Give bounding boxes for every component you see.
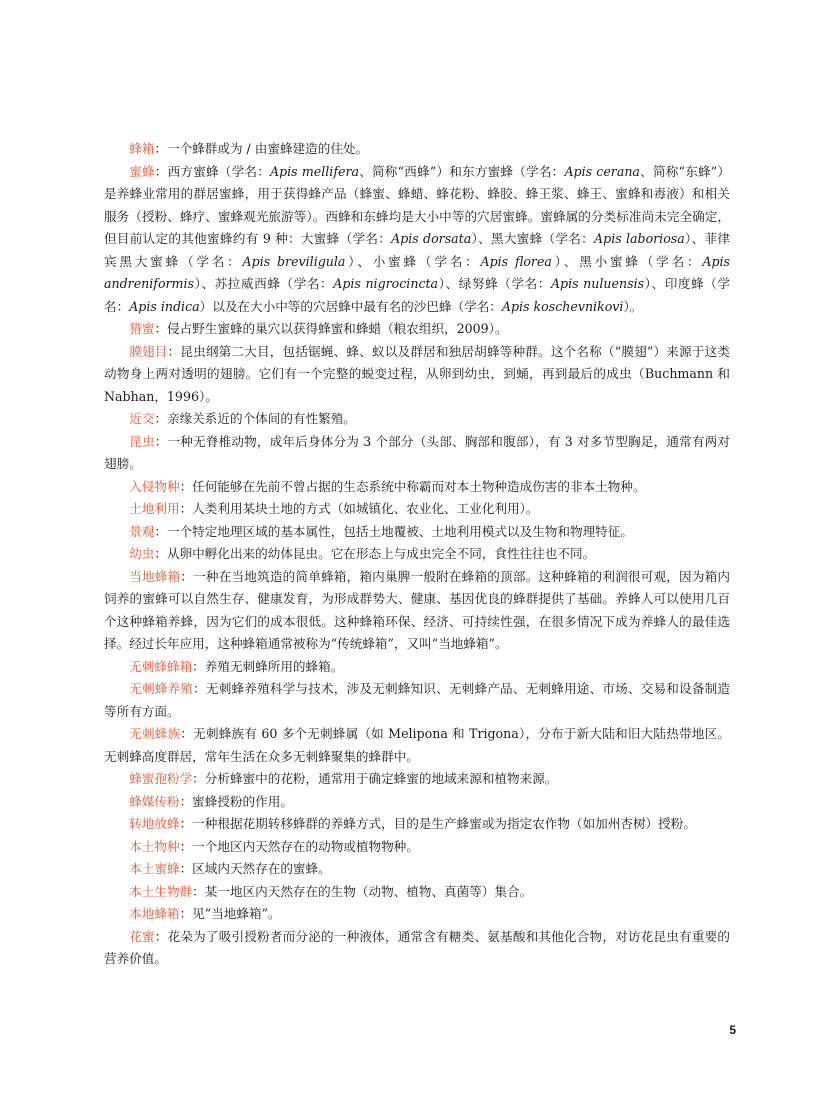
scientific-name: Apis dorsata — [391, 231, 472, 246]
definition-text: 一个特定地理区域的基本属性，包括土地覆被、土地利用模式以及生物和物理特征。 — [166, 523, 633, 539]
glossary-entry — [104, 903, 730, 926]
glossary-entry — [104, 566, 730, 656]
term-separator: ： — [179, 838, 193, 854]
glossary-entry — [104, 813, 730, 836]
definition-text: 一种在当地筑造的简单蜂箱，箱内巢脾一般附在蜂箱的顶部。这种蜂箱的利润很可观，因为箱内饲养的蜜蜂可以自然生存、健康发育，为形成群势大、健康、基因优良的蜂群提供了基础。养蜂人可以使用几百个这种蜂箱养蜂，因为它们的成本很低。这种蜂箱环保、经济、可持续性强，在很多情况下成为养蜂人的最佳选择。经过长年应用，这种蜂箱通常被称为“传统蜂箱”，又叫“当地蜂箱”。 — [104, 568, 731, 651]
glossary-entry — [104, 498, 730, 521]
term-separator: ： — [179, 906, 193, 921]
glossary-entry — [104, 408, 730, 431]
glossary-term: 昆虫 — [129, 433, 155, 449]
definition-text: 见“当地蜂箱”。 — [192, 906, 281, 921]
definition-text: 蜜蜂授粉的作用。 — [192, 793, 293, 809]
definition-text: ）、小蜜蜂（学名： — [345, 253, 481, 269]
definition-text: 侵占野生蜜蜂的巢穴以获得蜂蜜和蜂蜡（粮农组织，2009）。 — [166, 321, 508, 336]
glossary-term: 蜂媒传粉 — [129, 793, 180, 809]
definition-text: 某一地区内天然存在的生物（动物、植物、真菌等）集合。 — [204, 883, 533, 899]
glossary-entry — [104, 858, 730, 881]
glossary-term: 无刺蜂蜂箱 — [129, 658, 193, 674]
definition-text: 、简称“西蜂”）和东方蜜蜂（学名： — [358, 163, 565, 179]
term-separator: ： — [180, 568, 194, 584]
glossary-entry — [104, 926, 730, 971]
term-separator: ： — [179, 861, 193, 876]
glossary-term: 幼虫 — [129, 546, 155, 561]
glossary-term: 蜂蜜孢粉学 — [129, 771, 193, 786]
glossary-entry — [104, 836, 730, 859]
scientific-name: Apis laboriosa — [594, 231, 685, 246]
term-separator: ： — [180, 726, 194, 741]
term-separator: ： — [192, 883, 205, 899]
page-number: 5 — [729, 1023, 736, 1037]
term-separator: ： — [154, 433, 168, 449]
term-separator: ： — [179, 816, 193, 831]
definition-text: 区域内天然存在的蜜蜂。 — [192, 861, 331, 876]
definition-text: 亲缘关系近的个体间的有性繁殖。 — [166, 411, 356, 426]
glossary-entry — [104, 881, 730, 904]
definition-text: 一个蜂群或为 / 由蜜蜂建造的住处。 — [166, 141, 369, 156]
term-separator: ： — [154, 523, 167, 539]
term-separator: ： — [179, 478, 193, 494]
definition-text: 养殖无刺蜂所用的蜂箱。 — [204, 658, 344, 674]
term-separator: ： — [192, 658, 205, 674]
glossary-term: 膜翅目 — [129, 343, 168, 359]
glossary-term: 本土蜜蜂 — [129, 861, 180, 876]
definition-text: 一种无脊椎动物，成年后身体分为 3 个部分（头部、胸部和腹部），有 3 对多节型胸足，通常有两对翅膀。 — [104, 433, 731, 471]
term-separator: ： — [192, 771, 205, 786]
scientific-name: Apis cerana — [564, 163, 640, 179]
glossary-list — [104, 138, 730, 971]
glossary-entry — [104, 318, 730, 341]
definition-text: 无刺蜂养殖科学与技术，涉及无刺蜂知识、无刺蜂产品、无刺蜂用途、市场、交易和设备制造等所有方面。 — [104, 681, 731, 719]
definition-text: ）、黑小蜜蜂（学名： — [551, 253, 703, 269]
glossary-entry — [104, 656, 730, 679]
glossary-entry — [104, 678, 730, 723]
definition-text: 昆虫纲第二大目，包括锯蝇、蜂、蚁以及群居和独居胡蜂等种群。这个名称（“膜翅”）来源于这类动物身上两对透明的翅膀。它们有一个完整的蜕变过程，从卵到幼虫，到蛹，再到最后的成虫（Buchmann 和 Nabhan，1996）。 — [104, 343, 731, 404]
term-separator: ： — [179, 793, 193, 809]
glossary-term: 转地放蜂 — [129, 816, 180, 831]
glossary-entry — [104, 543, 730, 566]
term-separator: ： — [154, 546, 167, 561]
term-separator: ： — [154, 141, 167, 156]
definition-text: 西方蜜蜂（学名： — [167, 163, 270, 179]
definition-text: ）、黑大蜜蜂（学名： — [471, 231, 595, 246]
definition-text: 从卵中孵化出来的幼体昆虫。它在形态上与成虫完全不同，食性往往也不同。 — [166, 546, 596, 561]
glossary-entry — [104, 791, 730, 814]
definition-text: 花朵为了吸引授粉者而分泌的一种液体，通常含有糖类、氨基酸和其他化合物，对访花昆虫有重要的营养价值。 — [104, 928, 731, 966]
term-separator: ： — [179, 501, 193, 516]
definition-text: 、简称“东蜂”）是养蜂业常用的群居蜜蜂，用于获得蜂产品（蜂蜜、蜂蜡、蜂花粉、蜂胶、蜂王浆、蜂王、蜜蜂和毒液）和相关服务（授粉、蜂疗、蜜蜂观光旅游等）。西蜂和东蜂均是大小中等的穴居蜜蜂。蜜蜂属的分类标准尚未完全确定，但目前认定的其他蜜蜂约有 9 种：大蜜蜂（学名： — [104, 163, 731, 246]
scientific-name: Apis andreniformis — [104, 253, 731, 291]
definition-text: ）。 — [623, 298, 643, 314]
glossary-term: 入侵物种 — [129, 478, 180, 494]
scientific-name: Apis indica — [129, 298, 200, 314]
scientific-name: Apis mellifera — [270, 163, 359, 179]
term-separator: ： — [154, 411, 167, 426]
definition-text: ）、绿努蜂（学名： — [438, 276, 551, 291]
glossary-term: 本地蜂箱 — [129, 906, 180, 921]
glossary-entry — [104, 161, 730, 319]
term-separator: ： — [167, 343, 181, 359]
glossary-term: 景观 — [129, 523, 155, 539]
glossary-entry — [104, 138, 730, 161]
glossary-term: 近交 — [129, 411, 155, 426]
glossary-term: 蜂箱 — [129, 141, 155, 156]
scientific-name: Apis breviligula — [242, 253, 346, 269]
glossary-entry — [104, 476, 730, 499]
glossary-term: 花蜜 — [129, 928, 155, 944]
definition-text: 分析蜂蜜中的花粉，通常用于确定蜂蜜的地域来源和植物来源。 — [204, 771, 558, 786]
definition-text: ）、菲律宾黑大蜜蜂（学名： — [104, 231, 730, 269]
definition-text: ）以及在大小中等的穴居蜂中最有名的沙巴蜂（学名： — [199, 298, 502, 314]
glossary-term: 猎蜜 — [129, 321, 155, 336]
glossary-term: 蜜蜂 — [129, 163, 155, 179]
glossary-entry — [104, 521, 730, 544]
scientific-name: Apis koschevnikovi — [501, 298, 624, 314]
scientific-name: Apis florea — [480, 253, 552, 269]
glossary-term: 本土生物群 — [129, 883, 193, 899]
definition-text: 任何能够在先前不曾占据的生态系统中称霸而对本土物种造成伤害的非本土物种。 — [192, 478, 646, 494]
glossary-entry — [104, 768, 730, 791]
definition-text: 一种根据花期转移蜂群的养蜂方式，目的是生产蜂蜜或为指定农作物（如加州杏树）授粉。 — [192, 816, 696, 831]
definition-text: ）、苏拉威西蜂（学名： — [194, 276, 334, 291]
definition-text: 人类利用某块土地的方式（如城镇化、农业化、工业化利用）。 — [192, 501, 539, 516]
glossary-term: 无刺蜂族 — [129, 726, 181, 741]
glossary-term: 土地利用 — [129, 501, 180, 516]
glossary-entry — [104, 431, 730, 476]
term-separator: ： — [154, 163, 168, 179]
scientific-name: Apis nigrocincta — [333, 276, 439, 291]
glossary-term: 当地蜂箱 — [129, 568, 181, 584]
definition-text: 一个地区内天然存在的动物或植物物种。 — [192, 838, 419, 854]
term-separator: ： — [154, 928, 168, 944]
definition-text: ）、印度蜂（学名： — [104, 276, 731, 314]
glossary-entry — [104, 341, 730, 409]
glossary-term: 本土物种 — [129, 838, 180, 854]
definition-text: 无刺蜂族有 60 多个无刺蜂属（如 Melipona 和 Trigona），分布于新大陆和旧大陆热带地区。无刺蜂高度群居，常年生活在众多无刺蜂聚集的蜂群中。 — [104, 726, 730, 764]
term-separator: ： — [193, 681, 206, 696]
glossary-term: 无刺蜂养殖 — [129, 681, 194, 696]
scientific-name: Apis nuluensis — [550, 276, 645, 291]
glossary-entry — [104, 723, 730, 768]
term-separator: ： — [154, 321, 167, 336]
